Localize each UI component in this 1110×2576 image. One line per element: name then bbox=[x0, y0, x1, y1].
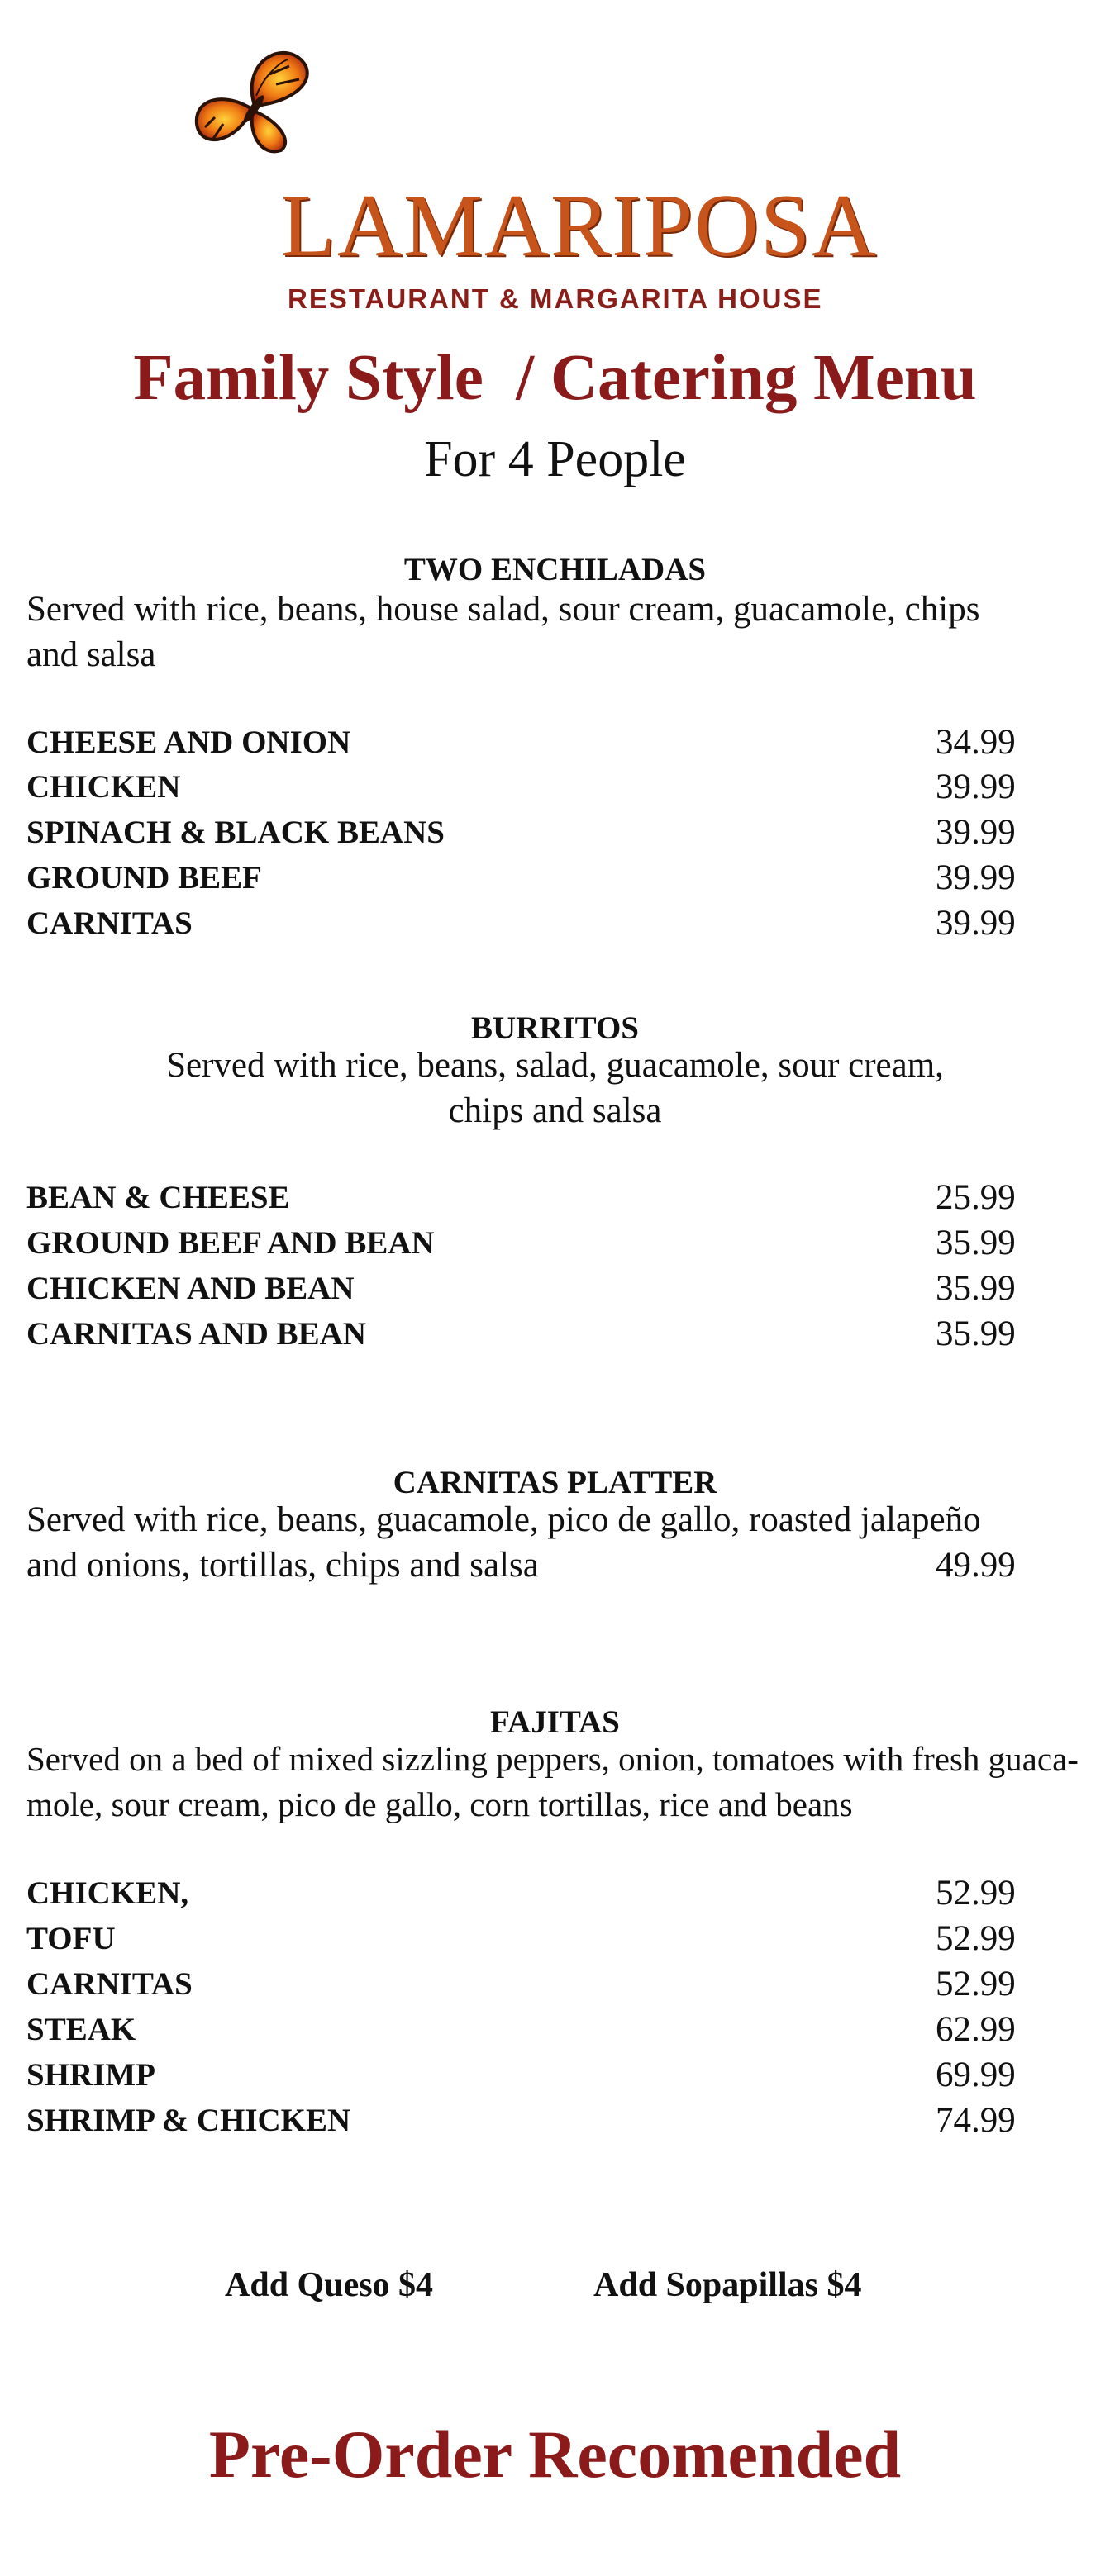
addon-sopapillas: Add Sopapillas $4 bbox=[593, 2266, 862, 2304]
menu-item bbox=[26, 1312, 1027, 1357]
menu-item bbox=[26, 2008, 1027, 2052]
item-price: 35.99 bbox=[936, 1314, 1016, 1353]
section-desc-carnitas-platter bbox=[26, 1497, 1093, 1588]
item-price: 35.99 bbox=[936, 1269, 1016, 1308]
addon-queso: Add Queso $4 bbox=[225, 2266, 434, 2304]
item-name: GROUND BEEF AND BEAN bbox=[26, 1225, 435, 1261]
item-name: SPINACH & BLACK BEANS bbox=[26, 815, 445, 850]
item-price: 49.99 bbox=[936, 1546, 1016, 1585]
section-desc-burritos bbox=[0, 1043, 1110, 1134]
item-price: 52.99 bbox=[936, 1874, 1016, 1913]
preorder-note: Pre-Order Recomended bbox=[208, 2417, 902, 2492]
menu-item bbox=[26, 765, 1027, 810]
item-name: CHICKEN AND BEAN bbox=[26, 1271, 355, 1306]
item-name: STEAK bbox=[26, 2012, 136, 2047]
section-title-carnitas-platter: CARNITAS PLATTER bbox=[393, 1465, 717, 1500]
item-price: 39.99 bbox=[936, 768, 1016, 806]
desc-line: Served with rice, beans, guacamole, pico de gallo, roasted jalapeño bbox=[26, 1500, 981, 1539]
desc-line: chips and salsa bbox=[448, 1091, 662, 1130]
section-title-burritos: BURRITOS bbox=[470, 1010, 640, 1046]
brand-tagline: RESTAURANT & MARGARITA HOUSE bbox=[288, 283, 823, 314]
item-name: CHICKEN, bbox=[26, 1875, 189, 1911]
menu-item bbox=[26, 2098, 1027, 2143]
section-title-enchiladas: TWO ENCHILADAS bbox=[403, 552, 707, 587]
item-name: GROUND BEEF bbox=[26, 860, 262, 896]
menu-item bbox=[26, 901, 1027, 946]
item-price: 69.99 bbox=[936, 2056, 1016, 2094]
item-price: 25.99 bbox=[936, 1178, 1016, 1217]
item-price: 52.99 bbox=[936, 1965, 1016, 2003]
item-price: 39.99 bbox=[936, 904, 1016, 943]
butterfly-icon bbox=[190, 41, 314, 165]
item-price: 74.99 bbox=[936, 2101, 1016, 2140]
item-price: 52.99 bbox=[936, 1919, 1016, 1958]
menu-item bbox=[26, 1267, 1027, 1311]
item-name: CARNITAS bbox=[26, 1966, 193, 2002]
section-desc-enchiladas bbox=[26, 587, 1093, 677]
item-price: 34.99 bbox=[936, 723, 1016, 762]
item-name: CARNITAS bbox=[26, 905, 193, 941]
item-name: BEAN & CHEESE bbox=[26, 1180, 290, 1215]
desc-line: Served on a bed of mixed sizzling peppers, onion, tomatoes with fresh guaca- bbox=[26, 1740, 1079, 1778]
item-name: SHRIMP & CHICKEN bbox=[26, 2103, 351, 2138]
section-title-fajitas: FAJITAS bbox=[490, 1704, 620, 1740]
menu-item bbox=[26, 1871, 1027, 1916]
item-name: CARNITAS AND BEAN bbox=[26, 1316, 367, 1352]
desc-line: and salsa bbox=[26, 635, 156, 674]
item-name: SHRIMP bbox=[26, 2057, 155, 2093]
menu-item bbox=[26, 856, 1027, 901]
desc-line: and onions, tortillas, chips and salsa bbox=[26, 1546, 539, 1585]
item-name: CHEESE AND ONION bbox=[26, 725, 351, 760]
menu-item bbox=[26, 1221, 1027, 1266]
item-name: CHICKEN bbox=[26, 769, 181, 805]
item-price: 62.99 bbox=[936, 2010, 1016, 2049]
menu-item bbox=[26, 720, 1027, 765]
menu-item bbox=[26, 2053, 1027, 2098]
menu-item bbox=[26, 1917, 1027, 1961]
brand-name: LAMARIPOSA bbox=[281, 177, 879, 275]
item-price: 39.99 bbox=[936, 858, 1016, 897]
desc-line: Served with rice, beans, house salad, sour cream, guacamole, chips bbox=[26, 590, 980, 629]
menu-subtitle: For 4 People bbox=[424, 431, 686, 487]
menu-item bbox=[26, 1962, 1027, 2007]
desc-line: Served with rice, beans, salad, guacamole, sour cream, bbox=[166, 1046, 944, 1085]
restaurant-logo bbox=[190, 41, 879, 314]
item-price: 35.99 bbox=[936, 1224, 1016, 1262]
menu-item bbox=[26, 810, 1027, 855]
menu-item bbox=[26, 1176, 1027, 1220]
desc-line: mole, sour cream, pico de gallo, corn tortillas, rice and beans bbox=[26, 1785, 853, 1823]
menu-title: Family Style / Catering Menu bbox=[133, 342, 977, 414]
item-price: 39.99 bbox=[936, 813, 1016, 852]
item-name: TOFU bbox=[26, 1921, 116, 1956]
section-desc-fajitas bbox=[26, 1737, 1101, 1827]
